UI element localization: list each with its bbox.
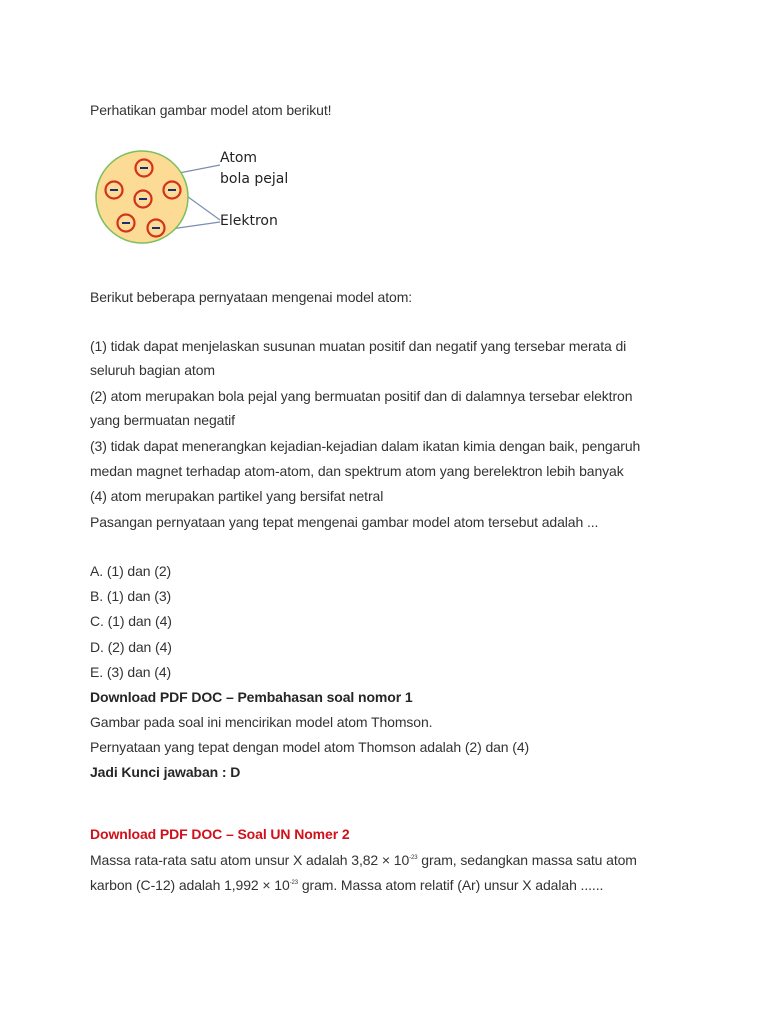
- answer-key: Jadi Kunci jawaban : D: [90, 764, 241, 780]
- electron-label: Elektron: [220, 213, 278, 229]
- option-b: B. (1) dan (3): [90, 588, 172, 604]
- q2-line1-text-b: gram, sedangkan massa satu atom: [417, 852, 637, 868]
- q2-line1-exponent: -23: [409, 855, 418, 861]
- discussion-line-2: Pernyataan yang tepat dengan model atom Thomson adalah (2) dan (4): [90, 739, 530, 755]
- statement-3-line-2: medan magnet terhadap atom-atom, dan spektrum atom yang berelektron lebih banyak: [90, 463, 624, 479]
- question-2-heading-link[interactable]: Download PDF DOC – Soal UN Nomer 2: [90, 826, 350, 842]
- statement-2-line-1: (2) atom merupakan bola pejal yang bermuatan positif dan di dalamnya tersebar elektron: [90, 388, 633, 404]
- q2-line2-exponent: -23: [289, 880, 299, 886]
- atom-label: Atom: [220, 150, 258, 166]
- question-2-line-2: [90, 876, 603, 894]
- option-c: C. (1) dan (4): [90, 613, 172, 629]
- discussion-heading: Download PDF DOC – Pembahasan soal nomor 1: [90, 689, 413, 705]
- q2-line1-text-a: Massa rata-rata satu atom unsur X adalah 3,82 × 10: [90, 852, 410, 868]
- statement-2-line-2: yang bermuatan negatif: [90, 412, 235, 428]
- statement-1-line-2: seluruh bagian atom: [90, 362, 215, 378]
- electron-pointer-line-1: [184, 194, 220, 220]
- atom-model-figure: [88, 140, 318, 260]
- option-a: A. (1) dan (2): [90, 563, 172, 579]
- intro-text: Perhatikan gambar model atom berikut!: [90, 102, 332, 118]
- option-d: D. (2) dan (4): [90, 639, 172, 655]
- question-2-line-1: [90, 851, 637, 869]
- statements-intro: Berikut beberapa pernyataan mengenai model atom:: [90, 289, 413, 305]
- question-text: Pasangan pernyataan yang tepat mengenai gambar model atom tersebut adalah ...: [90, 514, 599, 530]
- statement-3-line-1: (3) tidak dapat menerangkan kejadian-kejadian dalam ikatan kimia dengan baik, pengaruh: [90, 438, 641, 454]
- option-e: E. (3) dan (4): [90, 664, 172, 680]
- statement-4-line-1: (4) atom merupakan partikel yang bersifat netral: [90, 488, 384, 504]
- thomson-atom-diagram: [88, 140, 318, 260]
- q2-line2-text-a: karbon (C-12) adalah 1,992 × 10: [90, 877, 290, 893]
- statement-1-line-1: (1) tidak dapat menjelaskan susunan muatan positif dan negatif yang tersebar merata di: [90, 338, 627, 354]
- q2-line2-text-b: gram. Massa atom relatif (Ar) unsur X adalah ......: [298, 877, 604, 893]
- discussion-line-1: Gambar pada soal ini mencirikan model atom Thomson.: [90, 714, 433, 730]
- atom-sublabel: bola pejal: [220, 171, 289, 187]
